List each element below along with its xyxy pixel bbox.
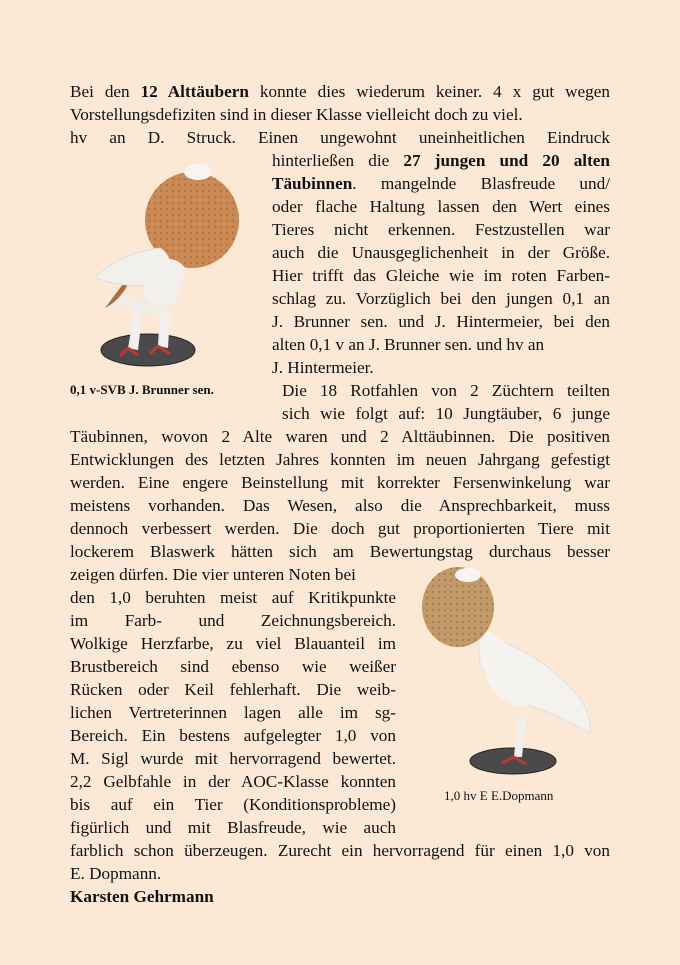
text-line: Die 18 Rotfahlen von 2 Züchtern teilten — [282, 381, 610, 400]
text-line: Täubinnen. mangelnde Blasfreude und/ — [272, 174, 610, 193]
text-line: den 1,0 beruhten meist auf Kritikpunkte — [70, 588, 396, 607]
text-line: Rücken oder Keil fehlerhaft. Die weib- — [70, 680, 396, 699]
text-line: meistens vorhanden. Das Wesen, also die Ansprechbarkeit, muss — [70, 496, 610, 515]
text-line: farblich schon überzeugen. Zurecht ein hervorragend für einen 1,0 von — [70, 841, 610, 860]
text-line: Hier trifft das Gleiche wie im roten Farben- — [272, 266, 610, 285]
text-line: auch die Unausgeglichenheit in der Größe. — [272, 243, 610, 262]
text-line: dennoch verbessert werden. Die doch gut proportionierten Tiere mit — [70, 519, 610, 538]
text-line: bis auf ein Tier (Konditionsprobleme) — [70, 795, 396, 814]
text-line: Bereich. Ein bestens aufgelegter 1,0 von — [70, 726, 396, 745]
text-line: Brustbereich sind ebenso wie weißer — [70, 657, 396, 676]
pigeon-photo-left — [80, 158, 250, 373]
author-name: Karsten Gehrmann — [70, 887, 214, 906]
text-line: Wolkige Herzfarbe, zu viel Blauanteil im — [70, 634, 396, 653]
text-line: hinterließen die 27 jungen und 20 alten — [272, 151, 610, 170]
text-line: lichen Vertreterinnen lagen alle im sg- — [70, 703, 396, 722]
text-line: E. Dopmann. — [70, 864, 162, 883]
text-line: Entwicklungen des letzten Jahres konnten im neuen Jahrgang gefestigt — [70, 450, 610, 469]
text-line: hv an D. Struck. Einen ungewohnt uneinheitlichen Eindruck — [70, 128, 610, 147]
figure-caption-right: 1,0 hv E E.Dopmann — [444, 788, 554, 803]
pigeon-photo-right — [418, 565, 598, 783]
text-line: Tieres nicht erkennen. Festzustellen war — [272, 220, 610, 239]
text-line: alten 0,1 v an J. Brunner sen. und hv an — [272, 335, 545, 354]
text-line: J. Brunner sen. und J. Hintermeier, bei den — [272, 312, 610, 331]
text-line: sich wie folgt auf: 10 Jungtäuber, 6 junge — [282, 404, 610, 423]
text-line: zeigen dürfen. Die vier unteren Noten bei — [70, 565, 356, 584]
text-line: 2,2 Gelbfahle in der AOC-Klasse konnten — [70, 772, 396, 791]
text-line: M. Sigl wurde mit hervorragend bewertet. — [70, 749, 396, 768]
text-line: schlag zu. Vorzüglich bei den jungen 0,1 an — [272, 289, 610, 308]
text-line: J. Hintermeier. — [272, 358, 374, 377]
text-line: Vorstellungsdefiziten sind in dieser Klasse vielleicht doch zu viel. — [70, 105, 523, 124]
text-line: figürlich und mit Blasfreude, wie auch — [70, 818, 396, 837]
figure-caption-left: 0,1 v-SVB J. Brunner sen. — [70, 382, 214, 397]
text-line: lockerem Blaswerk hätten sich am Bewertungstag durchaus besser — [70, 542, 610, 561]
text-line: oder flache Haltung lassen den Wert eines — [272, 197, 610, 216]
text-line: Täubinnen, wovon 2 Alte waren und 2 Alttäubinnen. Die positiven — [70, 427, 610, 446]
text-line: im Farb- und Zeichnungsbereich. — [70, 611, 396, 630]
text-line: Bei den 12 Alttäubern konnte dies wiederum keiner. 4 x gut wegen — [70, 82, 610, 101]
text-line: werden. Eine engere Beinstellung mit korrekter Fersenwinkelung war — [70, 473, 610, 492]
